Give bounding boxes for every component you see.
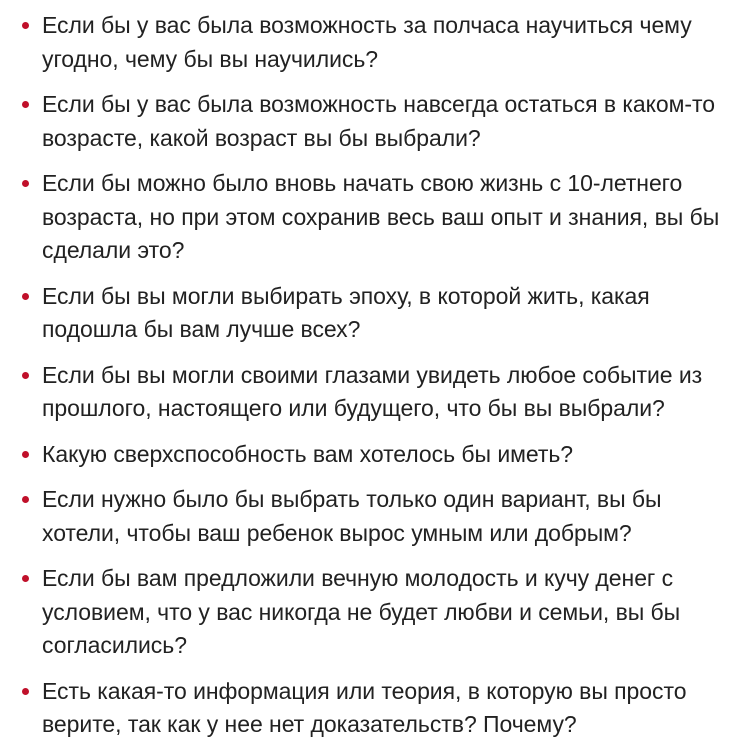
bullet-icon [22,101,29,108]
list-item [42,280,742,347]
bullet-icon [22,575,29,582]
question-text: Какую сверхспособность вам хотелось бы иметь? [42,440,574,467]
question-text: Если бы вам предложили вечную молодость и кучу денег с условием, что у вас никогда не будет любви и семьи, вы бы согласились? [42,565,681,658]
question-text: Если бы у вас была возможность навсегда остаться в каком-то возрасте, какой возраст вы бы выбрали? [42,91,715,151]
bullet-icon [22,372,29,379]
question-text: Если бы у вас была возможность за полчаса научиться чему угодно, чему бы вы научились? [42,12,692,72]
question-text: Есть какая-то информация или теория, в которую вы просто верите, так как у нее нет доказательств? Почему? [42,677,687,737]
bullet-icon [22,451,29,458]
bullet-icon [22,496,29,503]
list-item [42,483,742,550]
list-item [42,167,742,268]
list-item [42,9,742,76]
bullet-icon [22,293,29,300]
list-item [42,438,742,472]
list-item [42,359,742,426]
bullet-icon [22,688,29,695]
question-text: Если бы вы могли своими глазами увидеть любое событие из прошлого, настоящего или будущего, что бы вы выбрали? [42,361,703,421]
question-text: Если бы можно было вновь начать свою жизнь с 10-летнего возраста, но при этом сохранив весь ваш опыт и знания, вы бы сделали это? [42,170,720,263]
list-item [42,675,742,742]
list-item [42,562,742,663]
question-text: Если нужно было бы выбрать только один вариант, вы бы хотели, чтобы ваш ребенок вырос умным или добрым? [42,486,662,546]
bullet-icon [22,180,29,187]
list-item [42,88,742,155]
question-text: Если бы вы могли выбирать эпоху, в которой жить, какая подошла бы вам лучше всех? [42,282,650,342]
bullet-icon [22,22,29,29]
